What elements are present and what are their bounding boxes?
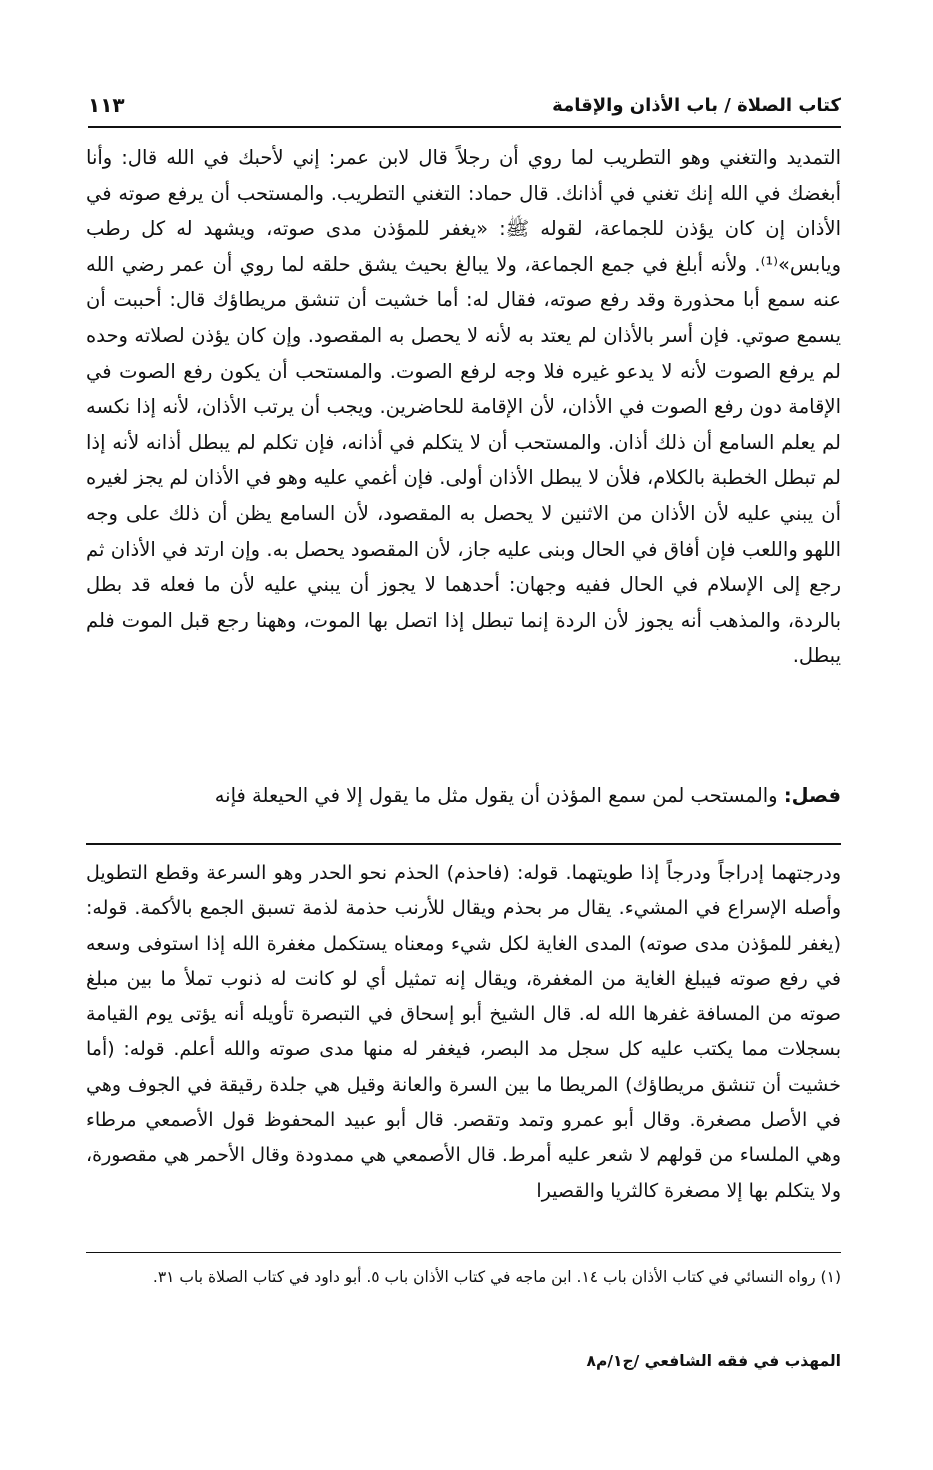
running-header (88, 88, 841, 122)
commentary-divider (86, 843, 841, 845)
footnote-1: (١) رواه النسائي في كتاب الأذان باب ١٤. ابن ماجه في كتاب الأذان باب ٥. أبو داود في كتاب الصلاة باب ٣١. (152, 1268, 841, 1286)
commentary-paragraph: ودرجتهما إدراجاً ودرجاً إذا طويتهما. قوله: (فاحذم) الحذم نحو الحدر وهو السرعة وقطع التطويل وأصله الإسراع في المشيء. يقال مر بحذم ويقال للأرنب حذمة لذمة تسبق الجمع بالأكمة. قوله: (يغفر للمؤذن مدى صوته) المدى الغاية لكل شيء ومعناه يستكمل مغفرة الله إذا استوفى وسعه في رفع صوته فيبلغ الغاية من المغفرة، ويقال إنه تمثيل أي لو كانت له ذنوب تملأ ما بين مبلغ صوته من المسافة غفرها الله له. قال الشيخ أبو إسحاق في التبصرة تأويله أنه يؤتى يوم القيامة بسجلات مما يكتب عليه كل سجل مد البصر، فيغفر له منها مدى صوته والله أعلم. قوله: (أما خشيت أن تنشق مريطاؤك) المريطا ما بين السرة والعانة وقيل هي جلدة رقيقة في الجوف وهي في الأصل مصغرة. وقال أبو عمرو وتمد وتقصر. قال أبو عبيد المحفوظ قول الأصمعي مرطاء وهي الملساء من قولهم لا شعر عليه أمرط. قال الأصمعي هي ممدودة وقال الأحمر هي مقصورة، ولا يتكلم بها إلا مصغرة كالثريا والقصيرا (86, 862, 841, 1202)
fasl-text: والمستحب لمن سمع المؤذن أن يقول مثل ما يقول إلا في الحيعلة فإنه (214, 784, 778, 807)
header-divider (88, 126, 841, 128)
fasl-section (86, 778, 841, 814)
footnote-divider (86, 1252, 841, 1253)
page-number: ١١٣ (88, 93, 125, 117)
commentary-block (86, 856, 841, 1209)
printer-signature: المهذب في فقه الشافعي /ج١/م٨ (586, 1352, 841, 1370)
fasl-label: فصل: (783, 784, 841, 807)
chapter-title: كتاب الصلاة / باب الأذان والإقامة (552, 94, 841, 116)
footnote-block (86, 1262, 841, 1292)
main-text-block (86, 140, 841, 674)
main-paragraph: التمديد والتغني وهو التطريب لما روي أن رجلاً قال لابن عمر: إني لأحبك في الله قال: وأنا أبغضك في الله إنك تغني في أذانك. قال حماد: التغني التطريب. والمستحب أن يرفع صوته في الأذان إن كان يؤذن للجماعة، لقوله ﷺ: «يغفر للمؤذن مدى صوته، ويشهد له كل رطب ويابس»⁽¹⁾. ولأنه أبلغ في جمع الجماعة، ولا يبالغ بحيث يشق حلقه لما روي أن عمر رضي الله عنه سمع أبا محذورة وقد رفع صوته، فقال له: أما خشيت أن تنشق مريطاؤك قال: أحببت أن يسمع صوتي. فإن أسر بالأذان لم يعتد به لأنه لا يحصل به المقصود. وإن كان يؤذن لصلاته وحده لم يرفع الصوت لأنه لا يدعو غيره فلا وجه لرفع الصوت. والمستحب أن يكون رفع الصوت في الإقامة دون رفع الصوت في الأذان، لأن الإقامة للحاضرين. ويجب أن يرتب الأذان، لأنه إذا نكسه لم يعلم السامع أن ذلك أذان. والمستحب أن لا يتكلم في أذانه، فإن تكلم لم يبطل أذانه لأنه إذا لم تبطل الخطبة بالكلام، فلأن لا يبطل الأذان أولى. فإن أغمي عليه وهو في الأذان لم يجز لغيره أن يبني عليه لأن الأذان من الاثنين لا يحصل به المقصود، لأن السامع يظن أن ذلك على وجه اللهو واللعب فإن أفاق في الحال وبنى عليه جاز، لأن المقصود يحصل به. وإن ارتد في الأذان ثم رجع إلى الإسلام في الحال ففيه وجهان: أحدهما لا يجوز أن يبني عليه لأن ما فعله قد بطل بالردة، والمذهب أنه يجوز لأن الردة إنما تبطل إذا اتصل بها الموت، وههنا رجع قبل الموت فلم يبطل. (86, 146, 841, 668)
